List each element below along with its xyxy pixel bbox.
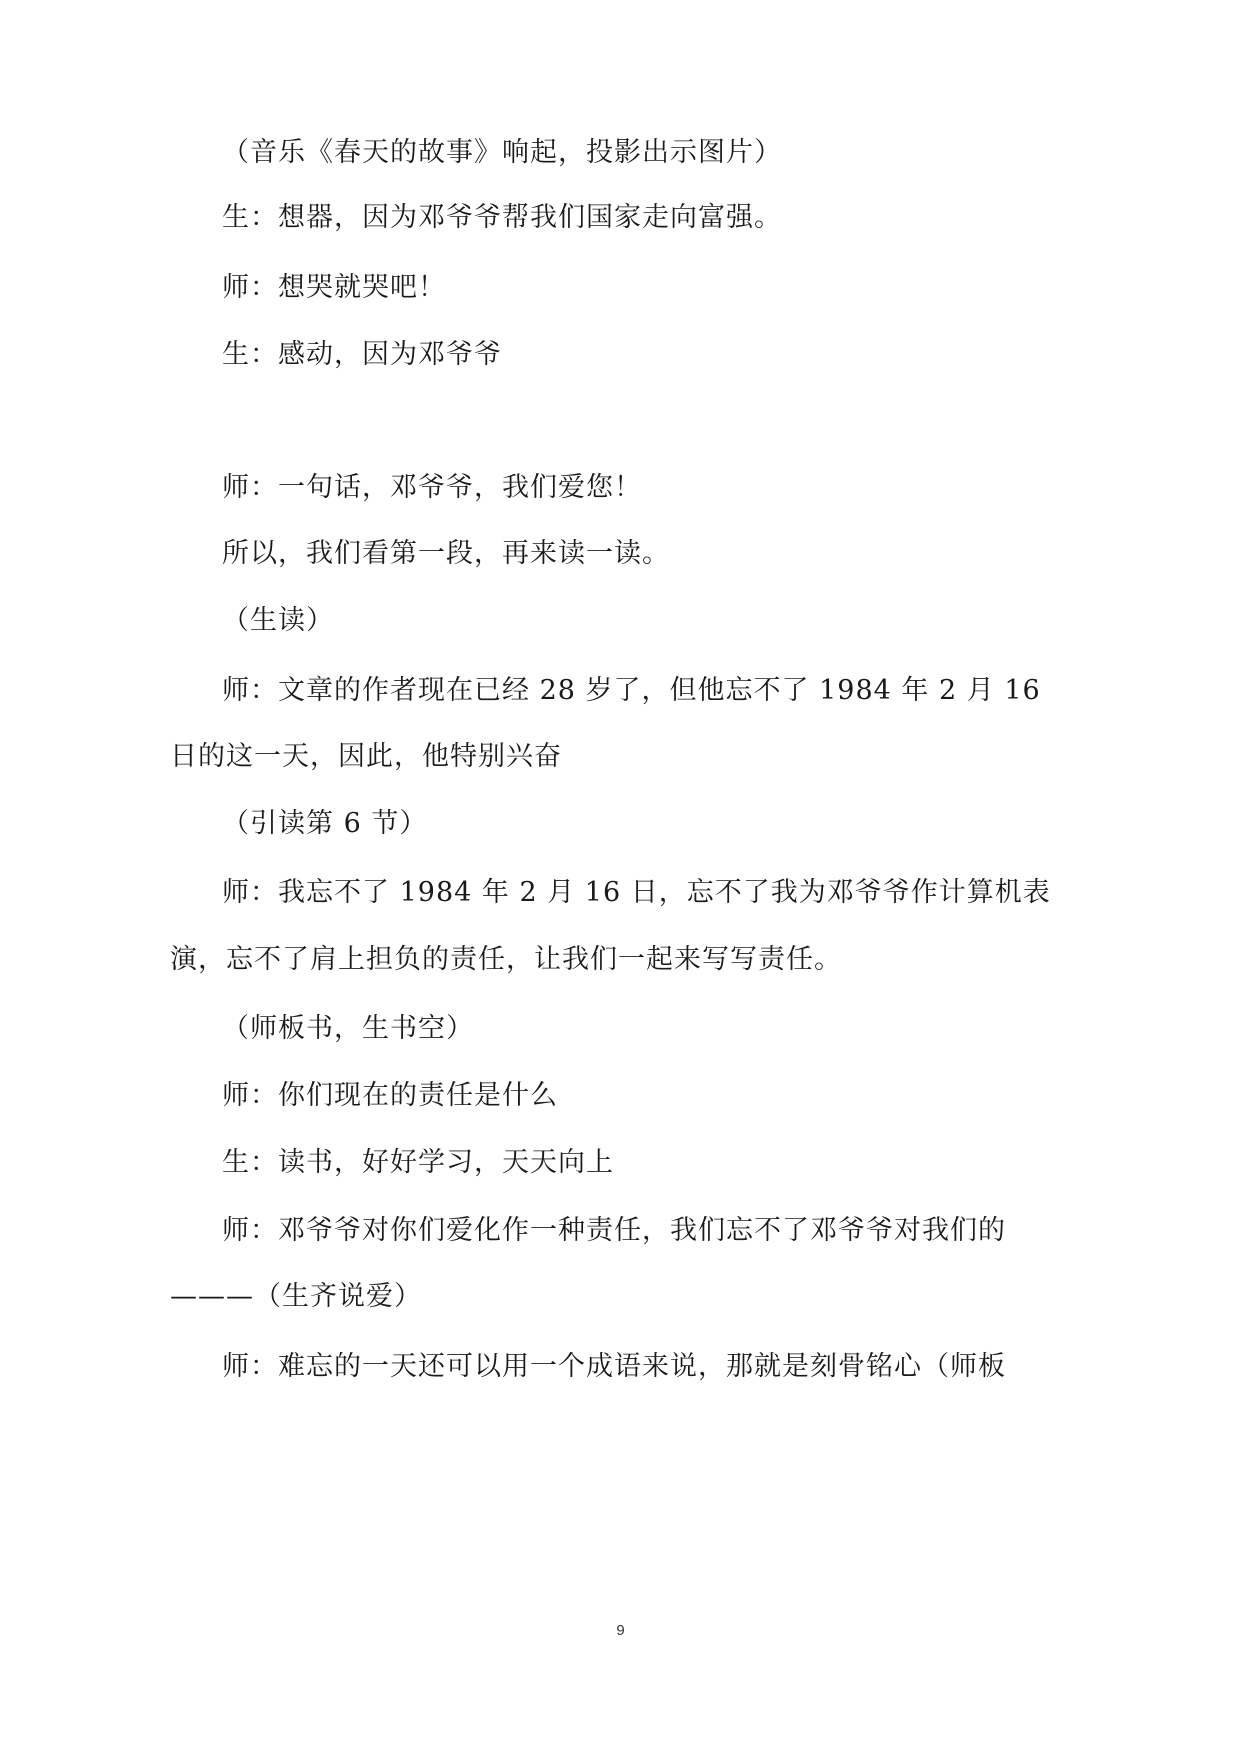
text-line: 师：想哭就哭吧！ [222,272,446,303]
text-line: 日的这一天，因此，他特别兴奋 [170,741,562,772]
page-number: 9 [616,1622,625,1639]
text-line: （生读） [222,605,334,636]
text-line: 师：一句话，邓爷爷，我们爱您！ [222,472,642,503]
text-line: 师：你们现在的责任是什么 [222,1080,558,1111]
text-line: 生：感动，因为邓爷爷 [222,339,502,370]
text-line: 师：我忘不了 1984 年 2 月 16 日，忘不了我为邓爷爷作计算机表 [222,877,1051,908]
text-line: 生：读书，好好学习，天天向上 [222,1147,614,1178]
text-line: （引读第 6 节） [222,808,428,839]
text-line: 师：文章的作者现在已经 28 岁了，但他忘不了 1984 年 2 月 16 [222,675,1041,706]
text-line: 师：难忘的一天还可以用一个成语来说，那就是刻骨铭心（师板 [222,1351,1006,1382]
text-line: 演，忘不了肩上担负的责任，让我们一起来写写责任。 [170,944,842,975]
text-line: 所以，我们看第一段，再来读一读。 [222,538,670,569]
text-line: 生：想器，因为邓爷爷帮我们国家走向富强。 [222,202,782,233]
text-line: 师：邓爷爷对你们爱化作一种责任，我们忘不了邓爷爷对我们的 [222,1215,1006,1246]
text-line: （师板书，生书空） [222,1013,474,1044]
text-line: ———（生齐说爱） [170,1281,422,1312]
text-line: （音乐《春天的故事》响起，投影出示图片） [222,137,782,168]
